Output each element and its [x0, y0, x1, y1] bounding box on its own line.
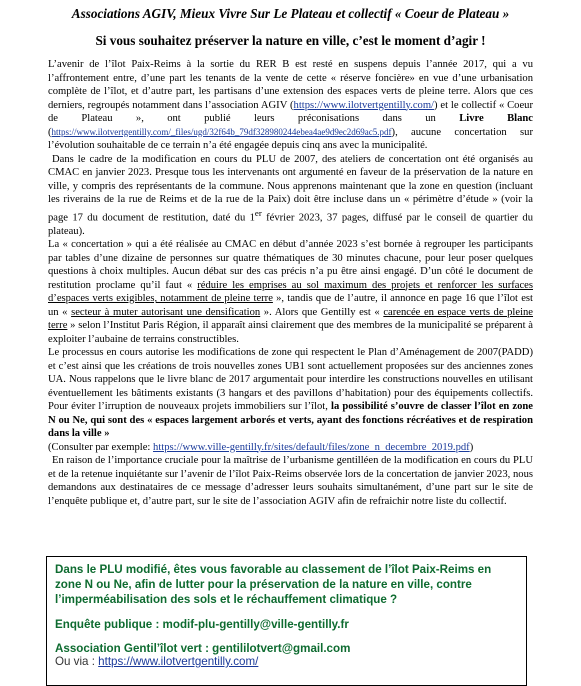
p3-quote-3: carencée en espace verts de pleine terre — [48, 306, 534, 332]
p1-text-2: ) et le collectif « Coeur de Plateau », ont publié leurs préconisations dans un — [48, 99, 533, 124]
p3-quote-2: secteur à muter autorisant une densification — [71, 306, 261, 318]
p3-text-2: », tandis que de l’autre, il annonce en page 16 que l’îlot est un « — [48, 293, 533, 318]
box-association-email: Association Gentil’îlot vert : gentililotvert@gmail.com — [55, 642, 351, 655]
p1-text-4: ), aucune concertation sur l’évolution souhaitable de ce terrain n’a été engagée depuis cinq ans avec la municipalité. — [48, 126, 533, 151]
agiv-website-link[interactable]: https://www.ilotvertgentilly.com/ — [293, 99, 434, 111]
p1-text-1: L’avenir de l’îlot Paix-Reims à la sortie du RER B est resté en suspens depuis l’année 2017, qui a vu l’affrontement entre, d’une part les tenants de la vente de cette « réserve foncière» en vue d’une urbanisation complète de l’îlot, et d’autre part, les partisans d’une extension des espaces verts de pleine terre. Alors que ces derniers, regroupés notamment dans l’association AGIV ( — [48, 59, 533, 111]
box-spacer — [55, 607, 518, 618]
via-label: Ou via : — [55, 655, 99, 668]
p4-text-2: (Consulter par exemple: — [48, 441, 154, 453]
box-spacer-2 — [55, 631, 518, 642]
paragraph-2 — [48, 153, 533, 239]
document-title: Associations AGIV, Mieux Vivre Sur Le Plateau et collectif « Coeur de Plateau » — [71, 6, 510, 21]
p1-text-3: ( — [48, 126, 52, 138]
livre-blanc-pdf-link[interactable]: https://www.ilotvertgentilly.com/_files/ugd/32f64b_79df328980244ebea4ae9d9ec2d69ac5.pdf — [51, 126, 392, 137]
p3-text-1: La « concertation » qui a été réalisée au CMAC en début d’année 2023 s’est bornée à regrouper les participants par tables d’une dizaine de personnes sur quatre thématiques de 30 minutes chacune, pour leur poser quelques questions à choix multiples. Aucun débat sur des cas précis n’a pu être ainsi engagé. D’un côté le document de restitution proclame qu’il faut « — [48, 239, 533, 291]
paragraph-4 — [48, 346, 533, 454]
p2-superscript: er — [254, 207, 262, 218]
p4-text-3: ) — [469, 441, 474, 453]
paragraph-5: En raison de l’importance cruciale pour la maîtrise de l’urbanisme gentilléen de la modification en cours du PLU et de la retenue inquiétante sur l’avenir de l’îlot Paix-Reims observée lors de la concertation de janvier 2023, nous demandons aux destinataires de ce message d’adresser leurs souhaits simultanément, d’une part sur le site de l’enquête publique et, d’autre part, sur le site de l’association AGIV afin de refraichir notre liste du collectif. — [48, 455, 533, 507]
p3-quote-1: réduire les emprises au sol maximum des projets et renforcer les surfaces d’espaces verts exigibles, notamment de pleine terre — [48, 279, 533, 305]
box-enquete-email: Enquête publique : modif-plu-gentilly@ville-gentilly.fr — [55, 618, 349, 631]
p3-text-4: » selon l’Institut Paris Région, il apparaît ainsi clairement que des membres de la municipalité se préparent à exploiter l’aubaine de terrains constructibles. — [48, 320, 533, 345]
p4-bold-proposal: la possibilité s’ouvre de classer l’îlot en zone N ou Ne, qui sont des « espaces largement arborés et verts, ayant des fonctions récréatives et de respiration dans la ville » — [48, 401, 533, 440]
box-question: Dans le PLU modifié, êtes vous favorable au classement de l’îlot Paix-Reims en zone N ou Ne, afin de lutter pour la préservation de la nature en ville, contre l’imperméabilisation des sols et le réchauffement climatique ? — [55, 563, 492, 606]
p3-text-3: ». Alors que Gentilly est « — [260, 306, 384, 318]
box-via-line — [55, 655, 518, 668]
paragraph-1 — [48, 58, 533, 153]
p4-text-1: Le processus en cours autorise les modifications de zone qui respectent le Plan d’Aménagement de 2007(PADD) et c’est ainsi que les créations de trois nouvelles zones UB1 sont actuellement proposées sur des anciennes zones UA. Nous rappelons que le livre blanc de 2017 argumentait pour interdire les constructions nouvelles en utilisant éventuellement les bâtiments existants (3 hangars et des pavillons d’habitation) pour des équipements collectifs. Pour éviter l’irruption de nouveaux projets immobiliers sur l’îlot, — [48, 347, 533, 413]
paragraph-3 — [48, 238, 533, 346]
p2-text-2: février 2023, 37 pages, diffusé par le conseil de quartier du plateau). — [48, 212, 534, 237]
zone-n-pdf-link[interactable]: https://www.ville-gentilly.fr/sites/default/files/zone_n_decembre_2019.pdf — [153, 441, 470, 453]
p2-text-1: Dans le cadre de la modification en cours du PLU de 2007, des ateliers de concertation ont été organisés au CMAC en janvier 2023. Presque tous les intervenants ont argumenté en faveur de la préservation de la nature en ville, y compris des représentants de la commune. Nous apprenons maintenant que la zone en question (incluant les riverains de la rue de Reims et de la rue de la Paix) doit être incluse dans un « périmètre d’étude » (voir la page 17 du document de restitution, daté du 1 — [48, 153, 533, 224]
call-to-action-box — [46, 556, 527, 686]
document-subtitle: Si vous souhaitez préserver la nature en ville, c’est le moment d’agir ! — [95, 33, 486, 48]
ilotvert-website-link[interactable]: https://www.ilotvertgentilly.com/ — [98, 655, 259, 668]
document-body — [48, 58, 533, 508]
livre-blanc-label: Livre Blanc — [459, 113, 533, 124]
